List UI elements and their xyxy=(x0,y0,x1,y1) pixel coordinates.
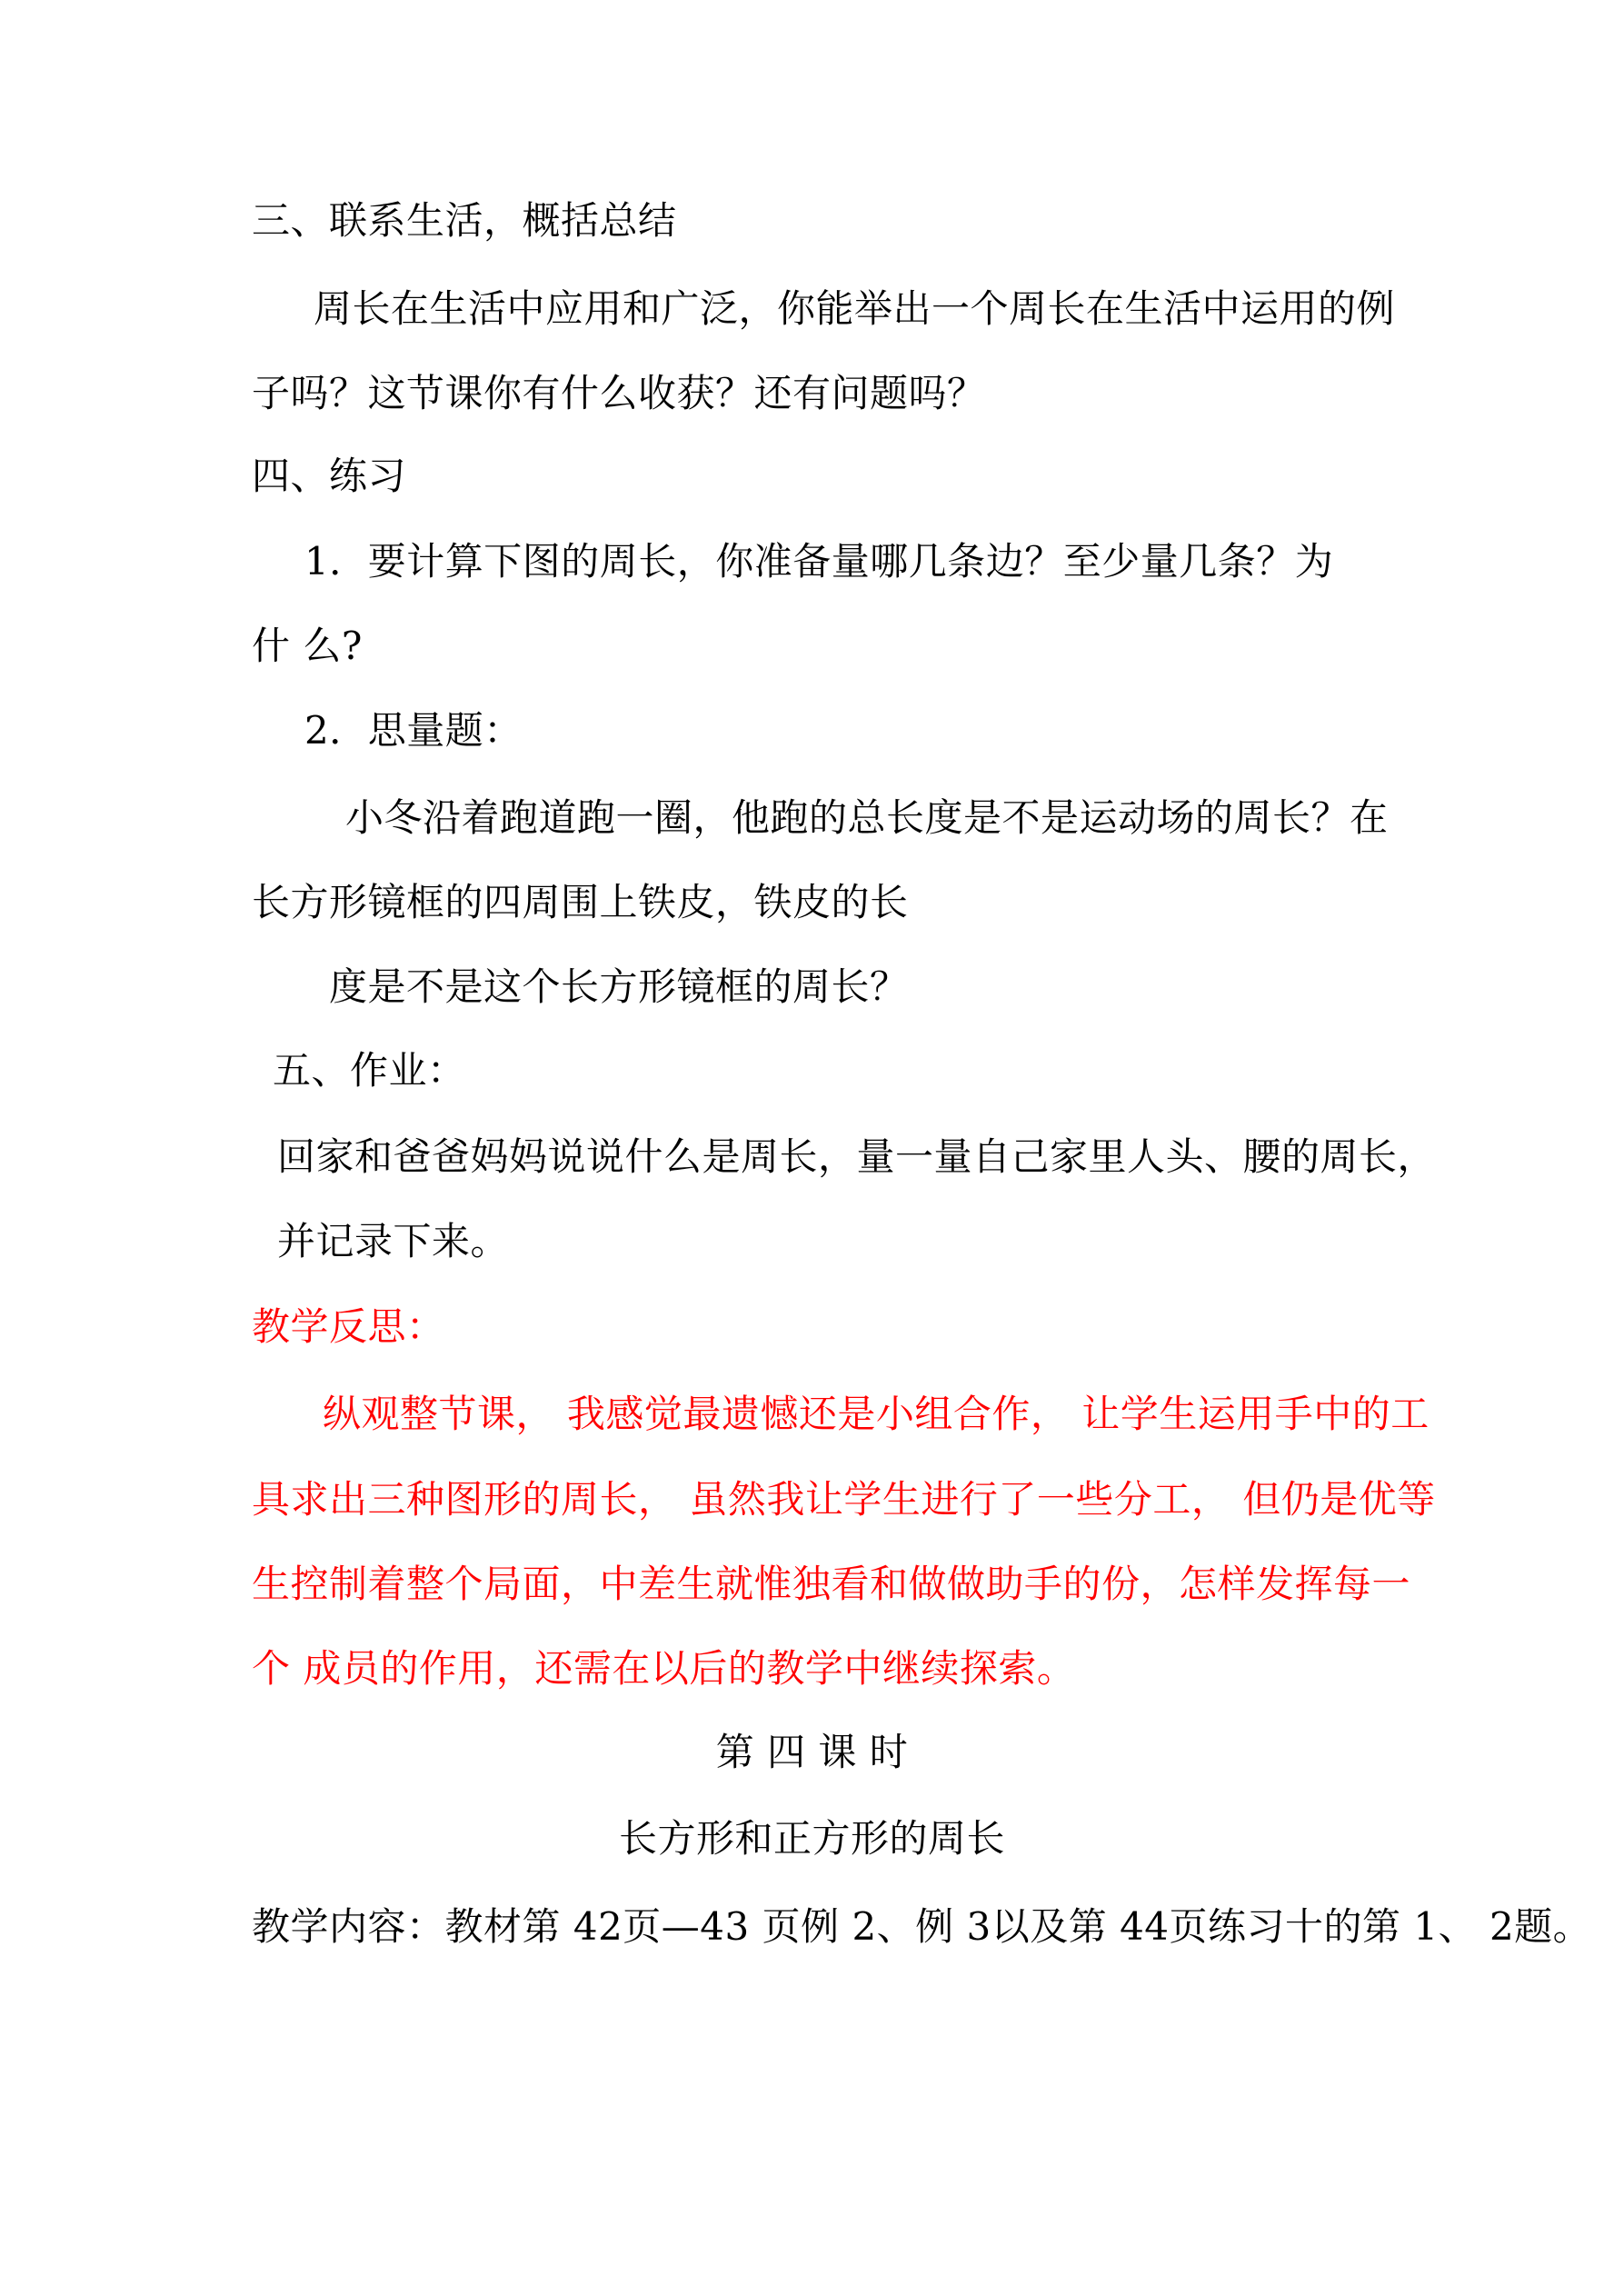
section3-paragraph-line-2: 子吗？这节课你有什么收获？还有问题吗？ xyxy=(252,371,986,415)
reflection-heading: 教学反思： xyxy=(252,1304,445,1349)
lesson4-title: 第 四 课 时 xyxy=(715,1730,909,1774)
section3-heading: 三、联系生活，概括总结 xyxy=(252,198,677,243)
section5-heading: 五、作业： xyxy=(273,1048,466,1093)
section4-heading: 四、练习 xyxy=(252,454,407,498)
exercise2-label: 2．思量题： xyxy=(304,708,523,753)
reflection-line-3: 生控制着整个局面，中差生就惟独看和做做助手的份，怎样发挥每一 xyxy=(252,1562,1411,1606)
exercise1-line-2: 什 么? xyxy=(252,624,363,668)
reflection-line-1: 纵观整节课， 我感觉最遗憾还是小组合作， 让学生运用手中的工 xyxy=(323,1392,1430,1436)
lesson4-teaching-content: 教学内容：教材第 42页—43 页例 2、例 3以及第 44页练习十的第 1、 2题。 xyxy=(252,1904,1592,1949)
exercise2-line-2: 长方形镜框的四周围上铁皮，铁皮的长 xyxy=(252,880,909,924)
section3-paragraph-line-1: 周长在生活中应用和广泛，你能举出一个周长在生活中运用的例 xyxy=(314,286,1396,331)
reflection-line-2: 具求出三种图形的周长， 虽然我让学生进行了一些分工， 但仍是优等 xyxy=(252,1477,1436,1522)
exercise2-line-1: 小冬沿着跑道跑一圈，他跑的总长度是不是运动场的周长？在 xyxy=(345,795,1389,840)
exercise1-line-1: 1．要计算下图的周长，你准备量哪几条边？至少量几条？为 xyxy=(304,539,1334,584)
homework-line-2: 并记录下来。 xyxy=(277,1219,510,1263)
lesson4-subtitle: 长方形和正方形的周长 xyxy=(618,1816,1005,1861)
exercise2-line-3: 度是不是这个长方形镜框的周长？ xyxy=(329,964,909,1009)
reflection-line-4: 个 成员的作用，还需在以后的教学中继续探索。 xyxy=(252,1646,1076,1691)
homework-line-1: 回家和爸爸妈妈说说什么是周长，量一量自己家里人头、腰的周长， xyxy=(277,1134,1437,1179)
